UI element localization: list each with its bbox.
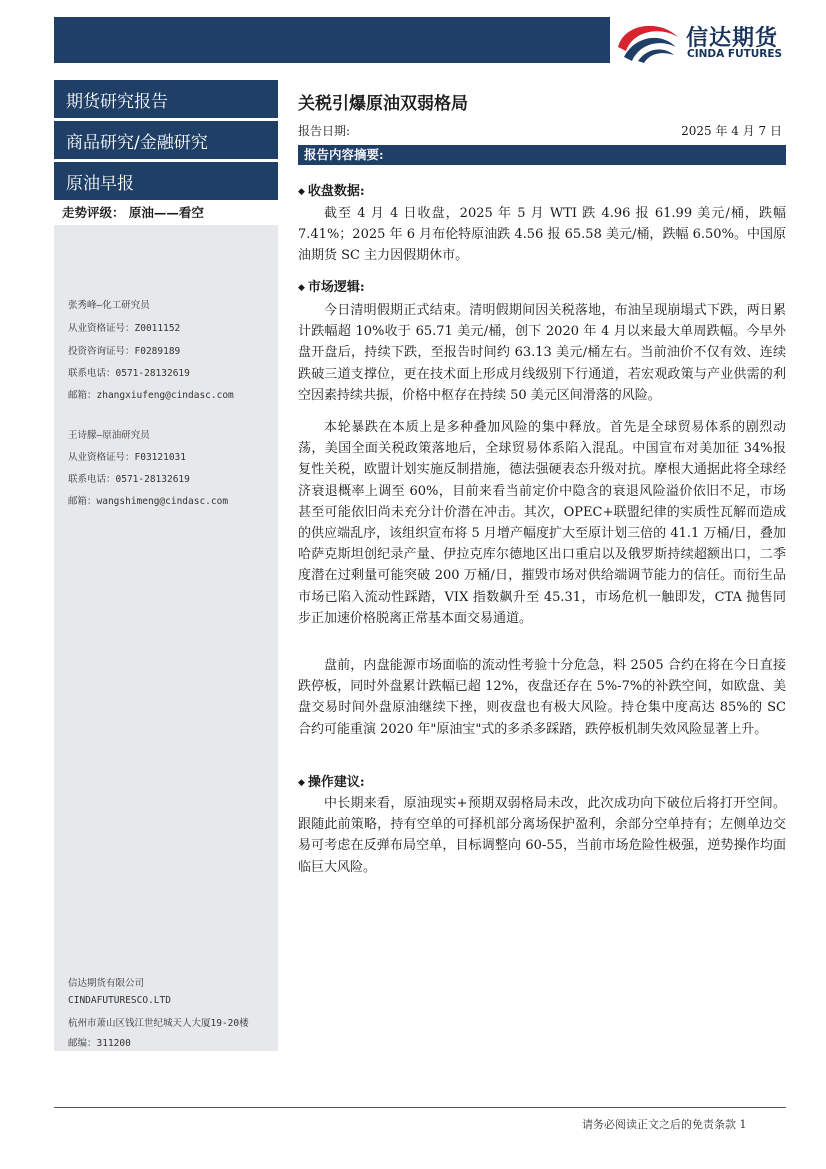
company-name: 信达期货有限公司 — [68, 978, 145, 989]
sidebar — [54, 75, 278, 1050]
diamond-bullet-icon: ◆ — [298, 283, 305, 293]
trend-rating: 走势评级： 原油——看空 — [62, 205, 204, 220]
section-title-closing-data: ◆ 收盘数据: — [298, 184, 365, 199]
analyst-1-email[interactable]: 邮箱：zhangxiufeng@cindasc.com — [68, 390, 234, 401]
operation-advice-paragraph: 中长期来看，原油现实+预期双弱格局未改，此次成功向下破位后将打开空间。跟随此前策略，持有空单的可择机部分离场保护盈利，余部分空单持有；左侧单边交易可考虑在反弹布局空单，目标调整向 60-55，当前市场危险性极强，逆势操作均面临巨大风险。 — [298, 796, 787, 875]
market-logic-paragraph-2: 本轮暴跌在本质上是多种叠加风险的集中释放。首先是全球贸易体系的剧烈动荡，美国全面关税政策落地后，全球贸易体系陷入混乱。中国宣布对美加征 34%报复性关税，欧盟计划实施反制措施，德法强硬表态升级对抗。摩根大通据此将全球经济衰退概率上调至 60%，目前来看当前定价中隐含的衰退风险溢价依旧不足，市场甚至可能依旧尚未充分计价潜在冲击。其次，OPEC+联盟纪律的实质性瓦解而造成的供应端乱序，该组织宣布将 5 月增产幅度扩大至原计划三倍的 41.1 万桶/日，叠加哈萨克斯坦创纪录产量、伊拉克库尔德地区出口重启以及俄罗斯持续超额出口，二季度潜在过剩量可能突破 200 万桶/日，摧毁市场对供给端调节能力的信任。而衍生品市场已陷入流动性踩踏，VIX 指数飙升至 45.31，市场危机一触即发，CTA 抛售同步正加速价格脱离正常基本面交易通道。 — [298, 420, 786, 626]
report-date-value: 2025 年 4 月 7 日 — [681, 124, 782, 138]
footer-divider — [54, 1107, 786, 1108]
section-title-market-logic: ◆ 市场逻辑: — [298, 280, 365, 295]
analyst-1-phone: 联系电话：0571-28132619 — [68, 368, 190, 379]
analyst-1-consulting: 投资咨询证号：F0289189 — [68, 346, 181, 357]
analyst-panel — [54, 225, 278, 1051]
diamond-bullet-icon: ◆ — [298, 187, 305, 197]
summary-header: 报告内容摘要: — [298, 145, 786, 165]
cinda-logo-icon — [614, 17, 682, 63]
analyst-1-name: 张秀峰—化工研究员 — [68, 300, 150, 311]
report-type-label: 期货研究报告 — [54, 80, 278, 118]
market-logic-paragraph-3: 盘前，内盘能源市场面临的流动性考验十分危急，料 2505 合约在将在今日直接跌停板，同时外盘累计跌幅已超 12%，夜盘还存在 5%-7%的补跌空间，如欧盘、美盘交易时间外盘原油继续下挫，则夜盘也有极大风险。持仓集中度高达 85%的 SC 合约可能重演 2020 年"原油宝"式的多杀多踩踏，跌停板机制失效风险显著上升。 — [298, 658, 786, 737]
logo-text-en: CINDA FUTURES — [687, 48, 783, 60]
company-logo — [614, 17, 804, 63]
logo-text-cn: 信达期货 — [686, 26, 779, 51]
report-date-label: 报告日期: — [298, 124, 351, 138]
report-title: 关税引爆原油双弱格局 — [298, 94, 468, 114]
report-series-label: 原油早报 — [54, 162, 278, 200]
closing-data-paragraph: 截至 4 月 4 日收盘，2025 年 5 月 WTI 跌 4.96 报 61.99 美元/桶，跌幅 7.41%；2025 年 6 月布伦特原油跌 4.56 报 65.58 美元/桶，跌幅 6.50%。中国原油期货 SC 主力因假期休市。 — [298, 206, 786, 264]
market-logic-paragraph-1: 今日清明假期正式结束。清明假期间因关税落地，布油呈现崩塌式下跌，两日累计跌幅超 10%收于 65.71 美元/桶，创下 2020 年 4 月以来最大单周跌幅。今早外盘开盘后，持续下跌，至报告时间约 63.13 美元/桶左右。当前油价不仅有效、连续跌破三道支撑位，更在技术面上形成月线级别下行通道，若宏观政策与产业供需的利空因素持续共振，价格中枢存在持续 50 美元区间滑落的风险。 — [298, 303, 786, 403]
analyst-2-phone: 联系电话：0571-28132619 — [68, 474, 190, 485]
company-postcode: 邮编：311200 — [68, 1038, 131, 1049]
diamond-bullet-icon: ◆ — [298, 778, 305, 788]
section-title-operation-advice: ◆ 操作建议: — [298, 775, 365, 790]
company-website[interactable]: CINDAFUTURESCO.LTD — [68, 995, 171, 1006]
header-bar — [54, 17, 610, 63]
analyst-2-email[interactable]: 邮箱：wangshimeng@cindasc.com — [68, 496, 229, 507]
company-address: 杭州市萧山区钱江世纪城天人大厦19-20楼 — [68, 1018, 249, 1029]
analyst-2-name: 王诗朦—原油研究员 — [68, 430, 150, 441]
analyst-2-qualification: 从业资格证号：F03121031 — [68, 452, 186, 463]
disclaimer-page-note: 请务必阅读正文之后的免责条款 1 — [582, 1118, 747, 1131]
report-category-label: 商品研究/金融研究 — [54, 121, 278, 159]
analyst-1-qualification: 从业资格证号：Z0011152 — [68, 323, 181, 334]
